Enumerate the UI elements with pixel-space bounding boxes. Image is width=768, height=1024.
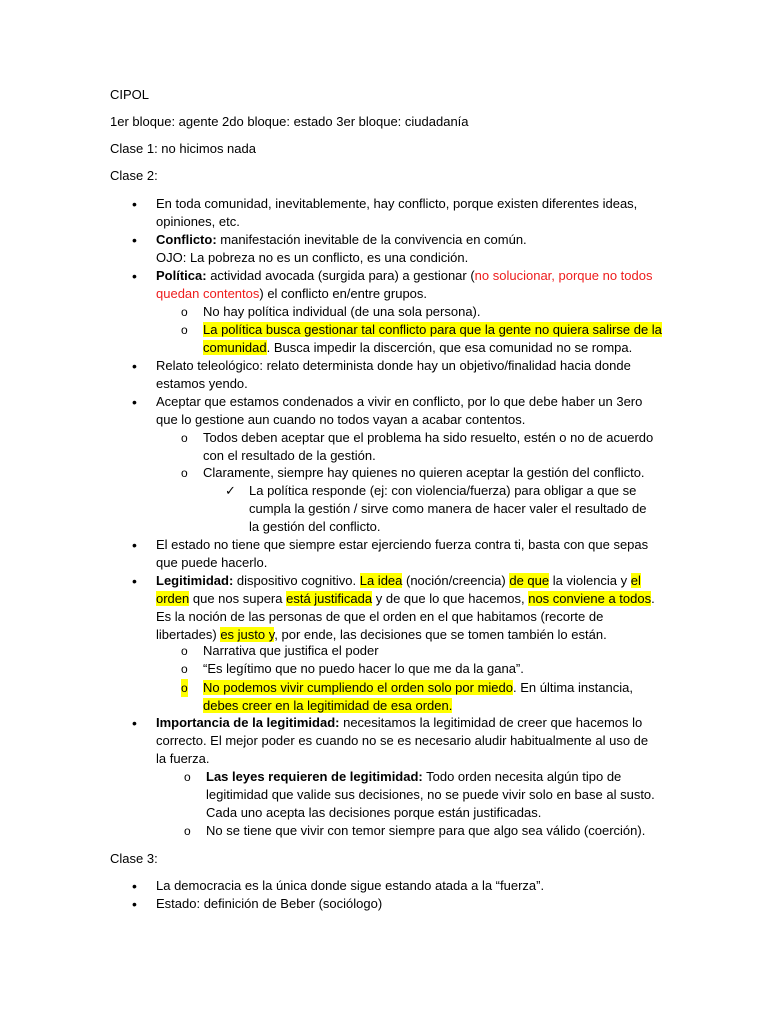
sub-bullet-icon: o bbox=[184, 824, 191, 838]
text-line: que lo gestione aun cuando no todos vayan a acabar contentos. bbox=[156, 412, 526, 427]
sub-bullet-legitimidad-1 bbox=[181, 642, 663, 660]
text-run: . Busca impedir la discerción, que esa comunidad no se rompa. bbox=[266, 340, 633, 355]
text-line: estamos yendo. bbox=[156, 376, 248, 391]
text-line bbox=[156, 285, 661, 303]
text-line bbox=[156, 231, 661, 249]
bullet-icon: • bbox=[132, 715, 137, 731]
text-run: y de que lo que hacemos, bbox=[372, 591, 529, 606]
text-line: En toda comunidad, inevitablemente, hay conflicto, porque existen diferentes ideas, bbox=[156, 196, 638, 211]
term-label: Las leyes requieren de legitimidad: bbox=[206, 769, 423, 784]
text-line: legitimidad que valide sus decisiones, no se puede vivir solo en base al susto. bbox=[206, 787, 655, 802]
bullet-relato bbox=[132, 357, 661, 393]
bullet-aceptar bbox=[132, 393, 661, 429]
text-line: Cada uno acepta las decisiones porque están justificadas. bbox=[206, 805, 542, 820]
text-run: libertades) bbox=[156, 627, 221, 642]
sub-bullet-aceptar-2 bbox=[181, 464, 663, 482]
text-line: La política responde (ej: con violencia/fuerza) para obligar a que se bbox=[249, 483, 637, 498]
text-line bbox=[156, 267, 661, 285]
highlighted-text: nos conviene a todos bbox=[528, 591, 652, 606]
sub-bullet-icon: o bbox=[181, 466, 188, 480]
text-run: Todo orden necesita algún tipo de bbox=[422, 769, 622, 784]
text-run: . bbox=[651, 591, 655, 606]
text-line: que puede hacerlo. bbox=[156, 555, 268, 570]
bullet-conflicto bbox=[132, 231, 661, 267]
text-line bbox=[203, 697, 663, 715]
highlighted-text: comunidad bbox=[203, 340, 267, 355]
text-line: Todos deben aceptar que el problema ha sido resuelto, estén o no de acuerdo bbox=[203, 430, 654, 445]
sub-bullet-importancia-2 bbox=[184, 822, 666, 840]
text-run: dispositivo cognitivo. bbox=[233, 573, 360, 588]
bullet-icon: • bbox=[132, 896, 137, 912]
bullet-politica bbox=[132, 267, 661, 303]
text-line bbox=[206, 768, 666, 786]
bullet-icon: • bbox=[132, 358, 137, 374]
highlighted-text: orden bbox=[156, 591, 190, 606]
sub-bullet-icon: o bbox=[181, 305, 188, 319]
text-line: correcto. El mejor poder es cuando no se es necesario aludir habitualmente al uso de bbox=[156, 733, 649, 748]
text-line: Claramente, siempre hay quienes no quieren aceptar la gestión del conflicto. bbox=[203, 465, 645, 480]
term-label: Legitimidad: bbox=[156, 573, 234, 588]
sub-bullet-politica-2 bbox=[181, 321, 663, 357]
bullet-estado bbox=[132, 536, 661, 572]
text-line: “Es legítimo que no puedo hacer lo que me da la gana”. bbox=[203, 661, 524, 676]
text-run: (noción/creencia) bbox=[402, 573, 510, 588]
clase1-line: Clase 1: no hicimos nada bbox=[110, 141, 256, 156]
bullet-icon: • bbox=[132, 196, 137, 212]
highlighted-text: La política busca gestionar tal conflicto para que la gente no quiera salirse de la bbox=[203, 322, 662, 337]
sub-bullet-importancia-1 bbox=[184, 768, 666, 822]
bullet-icon: • bbox=[132, 537, 137, 553]
text-run: , por ende, las decisiones que se tomen también lo están. bbox=[274, 627, 607, 642]
highlighted-text: debes creer en la legitimidad de esa orden. bbox=[203, 698, 453, 713]
bloques-line: 1er bloque: agente 2do bloque: estado 3er bloque: ciudadanía bbox=[110, 114, 469, 129]
text-line: OJO: La pobreza no es un conflicto, es una condición. bbox=[156, 250, 469, 265]
check-item-aceptar bbox=[225, 482, 659, 536]
bullet-legitimidad bbox=[132, 572, 661, 644]
text-line: La democracia es la única donde sigue estando atada a la “fuerza”. bbox=[156, 878, 545, 893]
bullet-icon: • bbox=[132, 268, 137, 284]
red-text: no solucionar, porque no todos bbox=[474, 268, 653, 283]
bullet-icon: • bbox=[132, 573, 137, 589]
text-run: . En última instancia, bbox=[513, 680, 633, 695]
text-line bbox=[203, 321, 663, 339]
text-line bbox=[156, 714, 661, 732]
text-line: la fuerza. bbox=[156, 751, 210, 766]
text-line: con el resultado de la gestión. bbox=[203, 448, 376, 463]
sub-bullet-icon: o bbox=[181, 681, 188, 695]
check-icon: ✓ bbox=[225, 483, 236, 498]
highlighted-text: es justo y bbox=[220, 627, 275, 642]
highlighted-text: el bbox=[630, 573, 641, 588]
clase2-heading: Clase 2: bbox=[110, 168, 158, 183]
sub-bullet-icon: o bbox=[181, 662, 188, 676]
bullet-democracia bbox=[132, 877, 661, 895]
text-line bbox=[156, 590, 661, 608]
text-line: Es la noción de las personas de que el orden en el que habitamos (recorte de bbox=[156, 609, 604, 624]
text-run: necesitamos la legitimidad de creer que hacemos lo bbox=[339, 715, 643, 730]
bullet-icon: • bbox=[132, 232, 137, 248]
sub-bullet-legitimidad-2 bbox=[181, 660, 663, 678]
clase3-heading: Clase 3: bbox=[110, 851, 158, 866]
sub-bullet-icon: o bbox=[181, 323, 188, 337]
sub-bullet-icon: o bbox=[181, 431, 188, 445]
red-text: quedan contentos bbox=[156, 286, 260, 301]
text-line: Narrativa que justifica el poder bbox=[203, 643, 379, 658]
bullet-icon: • bbox=[132, 878, 137, 894]
bullet-comunidad bbox=[132, 195, 661, 231]
sub-bullet-aceptar-1 bbox=[181, 429, 663, 465]
bullet-estado-beber bbox=[132, 895, 661, 913]
text-line: Aceptar que estamos condenados a vivir en conflicto, por lo que debe haber un 3ero bbox=[156, 394, 643, 409]
term-label: Política: bbox=[156, 268, 207, 283]
sub-bullet-icon: o bbox=[181, 644, 188, 658]
highlighted-text: La idea bbox=[359, 573, 403, 588]
highlighted-text: de que bbox=[509, 573, 550, 588]
text-line: No se tiene que vivir con temor siempre para que algo sea válido (coerción). bbox=[206, 823, 646, 838]
text-line: No hay política individual (de una sola persona). bbox=[203, 304, 481, 319]
text-line: Estado: definición de Beber (sociólogo) bbox=[156, 896, 383, 911]
text-run: ) el conflicto en/entre grupos. bbox=[259, 286, 428, 301]
sub-bullet-politica-1 bbox=[181, 303, 663, 321]
text-line bbox=[203, 679, 663, 697]
term-label: Conflicto: bbox=[156, 232, 217, 247]
text-run: actividad avocada (surgida para) a gestionar ( bbox=[206, 268, 475, 283]
text-line: cumpla la gestión / sirve como manera de hacer valer el resultado de bbox=[249, 501, 647, 516]
term-label: Importancia de la legitimidad: bbox=[156, 715, 340, 730]
highlighted-text: No podemos vivir cumpliendo el orden solo por miedo bbox=[203, 680, 513, 695]
text-line bbox=[203, 339, 663, 357]
text-line bbox=[156, 572, 661, 590]
text-line: El estado no tiene que siempre estar ejerciendo fuerza contra ti, basta con que sepas bbox=[156, 537, 649, 552]
text-line: opiniones, etc. bbox=[156, 214, 240, 229]
text-run: que nos supera bbox=[189, 591, 287, 606]
text-run: manifestación inevitable de la convivencia en común. bbox=[216, 232, 527, 247]
doc-title: CIPOL bbox=[110, 87, 150, 102]
sub-bullet-icon: o bbox=[184, 770, 191, 784]
highlighted-text: está justificada bbox=[286, 591, 373, 606]
bullet-importancia bbox=[132, 714, 661, 768]
text-line: la gestión del conflicto. bbox=[249, 519, 381, 534]
sub-bullet-legitimidad-3 bbox=[181, 679, 663, 715]
text-line: Relato teleológico: relato determinista donde hay un objetivo/finalidad hacia donde bbox=[156, 358, 631, 373]
bullet-icon: • bbox=[132, 394, 137, 410]
text-run: la violencia y bbox=[549, 573, 631, 588]
